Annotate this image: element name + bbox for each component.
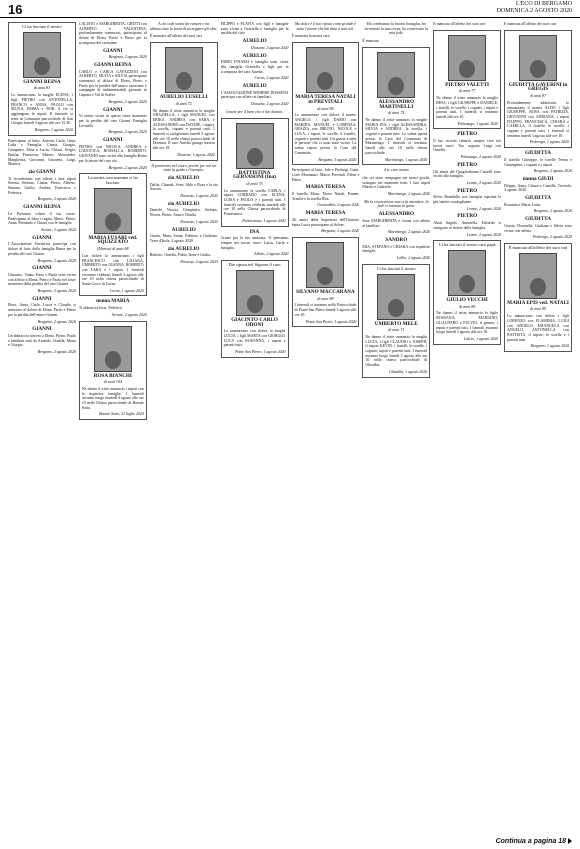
notice-text: Vi siamo vicini in questo triste momento per la perdita del caro Gianni. Famiglia Locatelli. — [78, 114, 147, 128]
deceased-name: PIETRO VALETTI — [445, 81, 490, 88]
notice-text: Ne danno il triste annuncio i nipoti con le rispettive famiglie. I funerali avranno luogo martedì 4 agosto alle ore 10 nella Chiesa parrocchiale di Bonate Sotto. — [81, 386, 144, 410]
notice-text: L'ASSOCIAZIONE MINIERE DOSSENA partecipa con affetto ai familiari. — [220, 90, 289, 100]
deceased-age: di anni 104 — [103, 379, 122, 385]
issue-date: DOMENICA 2 AGOSTO 2020 — [496, 8, 572, 14]
notice-text: Con dolore lo annunciano i figli FRANCESCO con LILIANA, UMBERTO con GIANNA, ROBERTO con LARA e i nipoti. I funerali verranno celebrati lunedì 3 agosto alle ore 10 nella chiesa parrocchiale di Santa Croce di Curno. — [81, 253, 144, 287]
place-date: Martinengo, 1 agosto 2020 — [384, 157, 428, 162]
obituary-notice — [504, 243, 572, 352]
portrait-photo — [519, 253, 557, 299]
place-date: Pedrengo, 1 agosto 2020 — [530, 140, 569, 145]
notice-text: PIETRO con NICOLA, ANDREA e LODOVICA, ROSSELLA, ROBERTO, GIOVANNI sono vicini alla famiglia Reina per la morte del caro zio. — [78, 144, 147, 163]
portrait-photo — [306, 242, 344, 288]
place-date: Dossena, 2 agosto 2020 — [180, 260, 218, 265]
obituary-italic — [150, 164, 218, 173]
deceased-name: AURELIO LUSELLI — [159, 94, 208, 101]
obituary-small — [8, 266, 76, 294]
deceased-name: GIACINTO CARLO ODONI — [231, 316, 278, 328]
obituary-small — [433, 189, 501, 212]
obituary-notice — [221, 260, 289, 358]
obituary-small — [8, 236, 76, 264]
obituary-list — [8, 139, 76, 167]
notice-header: La nostra cara mamma ci ha lasciato — [88, 175, 138, 185]
obituary-italic — [150, 22, 218, 31]
memorial-verse: Grazie per il bene che ci hai donato. — [226, 109, 284, 114]
obituary-italic — [362, 22, 430, 36]
place-date: Ponteranica, 1 agosto 2020 — [242, 218, 286, 223]
place-date: Seriate, 2 agosto 2020 — [40, 227, 76, 232]
memorial-verse: Ma dolce è il tuo riposo come grande è stato l'amore che hai dato a tutti noi. — [294, 22, 357, 31]
notice-text: Grazie per la tua amicizia. Ti pensiamo sempre nei nostri cuori. Luisa, Carla e famiglia. — [220, 236, 289, 250]
portrait-photo — [377, 52, 415, 98]
place-date: Seriate, 2 agosto 2020 — [111, 312, 147, 317]
continue-note — [496, 838, 572, 845]
notice-text: Lo annunciano la sorella CARLA, i nipoti CORRADO con ELENA, LUISA e PAOLO e i parenti tutti. I funerali verranno celebrati martedì alle ore 10 nella Chiesa parrocchiale di Ponteranica. — [223, 188, 286, 217]
obituary-small — [150, 228, 218, 244]
notice-text: La Presenza colma il tuo vuoto. Partecipano al lutto i cugini, Mario, Pietro, Anna, Fernando e Chiara con le famiglie. — [8, 211, 76, 226]
portrait-photo — [236, 270, 274, 316]
place-date: Bergamo, 1 agosto 2020 — [318, 157, 357, 162]
obituary-notice — [221, 118, 289, 227]
portrait-photo — [377, 274, 415, 320]
deceased-age: di anni 72 — [175, 100, 192, 106]
place-date: Lallio, 2 agosto 2020 — [396, 256, 431, 261]
deceased-name: AURELIO — [242, 52, 267, 59]
notice-text: Grazia, Donatella, Giuliana e Silvia sono vicine con affetto. — [504, 223, 572, 233]
notice-text: CALISTO e MARGHERITA, GRITTI con ALBERTO e VALENTINA, profondamente commossi, partecipano al dolore di Elena, Paolo e Pietro per la scomparsa del carissimo — [78, 22, 147, 45]
deceased-name: MARIA TERESA NATALI in PREVITALI — [295, 94, 356, 105]
deceased-name: GIANNI — [32, 326, 52, 333]
memorial-verse: Ho combattuto la buona battaglia, ho terminato la mia corsa, ho conservato la mia fede. — [364, 22, 429, 36]
obituary-small — [79, 138, 147, 170]
obituary-small — [221, 54, 289, 82]
portrait-head — [459, 275, 475, 293]
place-date: Palazzago, 1 agosto 2020 — [457, 121, 499, 126]
continue-text: Continua a pagina 18 — [495, 838, 566, 845]
notice-text: Lo annunciano con dolore i figli LORENZO con FLAMINIA, LUIGI con ANGELO, EMANUELA con ANGELO, ANTONELLA con BATTISTA, il nipote, le sorelle e i parenti tutti. — [507, 314, 569, 342]
place-date: Dossena, 1 agosto 2020 — [180, 194, 218, 199]
obituary-small — [8, 170, 76, 202]
deceased-name: PIETRO — [457, 187, 478, 194]
deceased-name: GIANNI — [103, 47, 123, 54]
notice-text: CARLO e CARLA GAVAZZENI con ALBERTO, SILVIA e SILVIA partecipano commossi al dolore di Elena, Pietro e Paolo per la perdita dell'amico carissimo e compagno di indimenticabili giornate in Capraia e Val di Scalve. — [78, 69, 147, 98]
deceased-name: AURELIO — [242, 38, 267, 45]
place-date: Calcio, 1 agosto 2020 — [463, 336, 499, 341]
deceased-age: di anni 74 — [388, 110, 405, 116]
obituary-notice — [362, 47, 430, 165]
deceased-name: nonna GIUDI — [522, 175, 554, 182]
deceased-name: GIUDITTA — [525, 195, 551, 202]
obituary-small — [362, 39, 430, 44]
place-date: Ghisalba, 1 agosto 2020 — [388, 369, 428, 374]
notice-text: Ne danno il triste annuncio la moglie GRAZIELLA, i figli MANUEL con ERIKA, ANDREA con SARA e ALESSANDRO con DAVIDE, i nipoti, la sorella, cognati e parenti tutti. I funerali si svolgeranno lunedì 3 agosto alle ore 10 nella chiesa parrocchiale di Dossena. Il caro Aurelio giunge stasera alle ore 18. — [152, 108, 215, 151]
memorial-verse: Ti porteremo nel cuore, perché per noi sei stato la guida e l'esempio. — [151, 163, 217, 173]
place-date: Martinengo, 2 agosto 2020 — [387, 230, 431, 235]
deceased-age: di anni 89 — [459, 303, 476, 309]
notice-text: Ne danno il triste annuncio la moglie LUCIA, i figli CLAUDIO e JOSEPH, il nipote KEVIN, i fratelli, le sorelle, i cognati, nipoti e parenti tutti. I funerali avranno luogo lunedì 3 agosto alle ore 10 nella chiesa parrocchiale di Ghisalba. — [365, 334, 428, 368]
obituary-notice — [433, 240, 501, 344]
obituary-notice — [8, 22, 76, 136]
obituary-notice — [504, 30, 572, 148]
deceased-name: ALESSANDRO — [378, 211, 415, 218]
place-date: Dossena, 2 agosto 2020 — [251, 102, 289, 107]
deceased-name: MARIA TERESA — [305, 184, 346, 191]
place-date: Bergamo, 2 agosto 2020 — [533, 169, 572, 174]
notice-text: Profondamente addolorati lo annunciano il marito ALDO, i figli GIUSEPPE, ROSA con PATRIZIA, GIOVANNI con ADRIANA, i nipoti FILIPPO, FRANCESCA, CHIARA e CAMILLA, il fratello, le sorelle, i cognati e parenti tutti. I funerali si terranno lunedì 3 agosto alle ore 10. — [507, 100, 569, 138]
obituary-small — [292, 185, 360, 208]
obituary-italic — [362, 200, 430, 209]
place-date: Bergamo, 2 agosto 2020 — [321, 229, 360, 234]
column-3 — [150, 22, 218, 830]
place-date: Pedrengo, 2 agosto 2020 — [533, 235, 572, 240]
place-date: Albino, 2 agosto 2020 — [254, 252, 289, 257]
deceased-age: di anni 75 — [246, 180, 263, 186]
obituary-notice — [79, 173, 147, 296]
notice-text: Giacomo, Vanni, Enzo e Paola sono vicini con affetto a Elena, Pietro e Paolo nel triste momento della perdita del caro Gianni. — [8, 272, 76, 287]
obituary-list — [292, 168, 360, 182]
obituary-small — [433, 22, 501, 27]
obituary-columns — [8, 22, 572, 830]
portrait-photo — [236, 123, 274, 169]
obituary-small — [8, 297, 76, 325]
column-8 — [504, 22, 572, 830]
place-date: Bonate Sotto, 31 luglio 2020 — [99, 412, 144, 417]
place-date: Bergamo, 2 agosto 2020 — [37, 319, 76, 324]
place-date: Bergamo, 2 agosto 2020 — [108, 55, 147, 60]
obituary-small — [150, 176, 218, 199]
obituary-notice — [362, 264, 430, 378]
place-date: Bergamo, 1 agosto 2020 — [34, 128, 73, 133]
deceased-age: di anni 71 — [388, 327, 405, 333]
notice-text: Ti abbraccia forte, Federico. — [78, 306, 123, 311]
notice-text: Gli amici della Segreteria dell'Oratorio Santa Lucia partecipano al dolore. — [291, 217, 360, 227]
notice-text: Un abbraccio sincero a Elena, Pietro, Paolo e familiari tutti da Arnaldo, Ornella, Maria e Giorgio. — [8, 333, 76, 348]
obituary-small — [433, 132, 501, 160]
obituary-small — [221, 230, 289, 258]
deceased-age: di anni 84 — [317, 105, 334, 111]
deceased-name: GIUDITTA — [525, 150, 551, 157]
place-date: Curno, 1 agosto 2020 — [109, 288, 144, 293]
notice-text: Partecipano al lutto: Iole e Pierluigi Conti, Lorie Montanari, Marco Previtali, Elena e Pietro. — [291, 168, 360, 182]
obituary-notice — [79, 321, 147, 421]
notice-header: Dio riposa nel Signore il caro — [228, 262, 281, 268]
notice-text: È mancata all'affetto dei suoi cari — [504, 22, 557, 26]
obituary-small — [292, 211, 360, 234]
portrait-photo — [448, 35, 486, 81]
notice-text: Lo annunciano la moglie ELENA, i figli PIETRO con ANTONELLA, FRANCO e ANNA, PAOLO con SILVIA, EMMA e NOR. A ciò si aggiungono le nipoti. Il funerale si terrà in Comunità parrocchiale di San Giorgio lunedì 3 agosto alle ore 15.30. — [11, 93, 73, 126]
notice-text: Partecipano al lutto: Antonio Carlo, Gina, Lidia e Famiglia, Cinzia, Giorgio, Gianpiero, Elisa e Lucia, Chiara, Sergio, Emilia, Francesca, Matteo, Alessandro, Margherita, Giovanni, Giacomo, Luigi, Monica. — [8, 138, 76, 167]
deceased-name: PIETRO — [457, 131, 478, 138]
deceased-name: SILVANO MACCARANA — [296, 288, 355, 295]
obituary-small — [79, 108, 147, 136]
notice-text: Cinzia, Mara, Sonia, Fabrizio e Giuliana. Torre d'Isola, 2 agosto 2020 — [149, 234, 218, 243]
deceased-name: GIANNI — [103, 106, 123, 113]
notice-text: È mancato all'affetto dei suoi cari — [149, 34, 202, 39]
notice-text: Ne danno il triste annuncio le figlie ROSSANA, MARIANO, GUALTIERO e FULVIO, il genero, i nipoti e parenti tutti. I funerali avranno luogo lunedì 3 agosto alle ore 10. — [436, 311, 499, 335]
portrait-photo — [23, 32, 61, 78]
notice-text: FABIO FINASSI e famiglia sono vicini alla famiglia Graziella e figli per la scomparsa del caro Aurelio. — [220, 60, 289, 74]
notice-text: Il fratello Mose, Pietro Natali, Penner, Ornella e la sorella Rita. — [291, 192, 360, 201]
portrait-head — [388, 299, 404, 317]
place-date: Bergamo, 2 agosto 2020 — [37, 289, 76, 294]
place-date: Bergamo, 2 agosto 2020 — [108, 130, 147, 135]
deceased-name: zio AURELIO — [167, 200, 200, 207]
deceased-name: GIANNI REINA — [94, 61, 132, 68]
obituary-small — [79, 22, 147, 46]
notice-text: Piero, Anna, Carlo, Lucia e Claudio si uniscono al dolore di Elena, Paolo e Pietro per la perdita dell'amico Gianni. — [8, 303, 76, 317]
obituary-small — [79, 63, 147, 105]
place-date: Bergamo, 2 agosto 2020 — [533, 209, 572, 214]
obituary-notice — [150, 42, 218, 160]
deceased-name: UMBERTO MELE — [374, 320, 418, 327]
portrait-head — [105, 213, 121, 231]
deceased-age: di anni 89 — [529, 306, 547, 312]
obituary-small — [150, 34, 218, 39]
deceased-name: zio AURELIO — [167, 245, 200, 252]
portrait-photo — [94, 326, 132, 372]
page-number: 16 — [8, 2, 23, 17]
deceased-name: GIANNI — [32, 295, 52, 302]
deceased-name: zio GIANNI — [28, 168, 56, 175]
notice-text: FILIPPO e FLAVIA con figli e famiglie sono vicini a Graziella e famiglia per la perdita del caro — [220, 22, 289, 36]
deceased-age: (Marisa) di anni 88 — [97, 246, 129, 252]
place-date: Bergamo, 2 agosto 2020 — [108, 165, 147, 170]
column-1 — [8, 22, 76, 830]
obituary-small — [150, 247, 218, 265]
obituary-italic — [362, 168, 430, 173]
deceased-name: GIANNI — [103, 137, 123, 144]
notice-text: Lo annunciano con dolore il marito ANGELO, i figli DARIO con MARIDA, MANUEL e LORENZA, GRAZIA con BRUNO, NICOLE e LUCA, i nipoti, le sorelle, il fratello, cognati e parenti tutti. Un grazie a tutte le persone che ci sono state vicine. La salma riposa presso la Casa del Commiato. — [294, 113, 357, 155]
place-date: Bergamo, 2 agosto 2020 — [37, 197, 76, 202]
deceased-age: di anni 88 — [317, 295, 334, 301]
deceased-name: GIANNI REINA — [23, 78, 61, 85]
notice-text: Silvio Brambilla con famiglia esprime le più sentite condoglianze. — [433, 195, 502, 205]
column-4 — [221, 22, 289, 830]
notice-text: Dalila, Chantal, Sven, Aldo e Rosa e la zia Aurora. — [149, 182, 218, 192]
deceased-name: GIUDITTA — [525, 216, 551, 223]
column-5 — [292, 22, 360, 830]
portrait-head — [176, 72, 192, 90]
deceased-name: MARIA TERESA — [305, 210, 346, 217]
notice-text: È mancato all'affetto dei suoi cari — [433, 22, 486, 26]
deceased-age: di anni 87 — [529, 93, 547, 99]
place-date: Ponte San Pietro, 1 agosto 2020 — [235, 350, 286, 355]
obituary-small — [292, 34, 360, 39]
notice-text: Lo annunciano con dolore la moglie LUCIA, i figli MARTA con GIORGIO, LUCA con ROSANNA, i nipoti e parenti tutti. — [223, 329, 286, 348]
portrait-head — [247, 148, 263, 166]
place-date: Dossena, 1 agosto 2020 — [177, 152, 215, 157]
portrait-head — [317, 72, 333, 90]
masthead — [497, 1, 572, 15]
portrait-head — [34, 57, 50, 75]
place-date: Bergamo, 1 agosto 2020 — [530, 344, 569, 349]
obituary-small — [79, 299, 147, 317]
arrow-right-icon — [568, 838, 572, 844]
obituary-notice — [433, 30, 501, 130]
place-date: Bergamo, 2 agosto 2020 — [37, 258, 76, 263]
obituary-small — [504, 22, 572, 27]
notice-text: MIA, STEFANO e CHIARA con rispettive famiglie. — [362, 244, 431, 254]
portrait-head — [459, 60, 475, 78]
deceased-name: SANDRO — [385, 236, 408, 243]
deceased-name: GIUDITTA GAVERINI in GREGIS — [508, 81, 568, 93]
deceased-name: GIANNI REINA — [23, 204, 61, 211]
obituary-small — [504, 217, 572, 240]
deceased-name: AURELIO — [171, 226, 196, 233]
deceased-name: GIANNI — [32, 234, 52, 241]
notice-text: Suor MARGHERITA è vicina con affetto ai familiari. — [362, 218, 431, 228]
column-6 — [362, 22, 430, 830]
column-2 — [79, 22, 147, 830]
obituary-small — [362, 238, 430, 261]
deceased-name: GIANNI — [32, 265, 52, 272]
obituary-italic — [292, 22, 360, 31]
obituary-small — [8, 205, 76, 233]
notice-text: Ne danno il triste annuncio la moglie RINA, i figli GIUSEPPE e DANIELE, i fratelli, le sorelle, i cognati, i nipoti e parenti tutti. I funerali si terranno lunedì alle ore 10. — [436, 96, 499, 119]
newspaper-name: L'ECO DI BERGAMO — [515, 1, 572, 7]
obituary-small — [79, 49, 147, 60]
deceased-name: BATTISTINA GERVASONI (Ina) — [233, 169, 276, 181]
portrait-head — [247, 295, 263, 313]
obituary-small — [221, 84, 289, 107]
place-date: Dossena, 1 agosto 2020 — [180, 219, 218, 224]
portrait-head — [530, 278, 546, 296]
place-date: Levate, 2 agosto 2020 — [466, 232, 502, 237]
column-7 — [433, 22, 501, 830]
deceased-name: PIETRO — [457, 213, 478, 220]
obituary-small — [150, 202, 218, 225]
portrait-photo — [448, 250, 486, 296]
place-date: Dossena, 2 agosto 2020 — [251, 45, 289, 50]
deceased-name: INA — [249, 228, 260, 235]
notice-text: Filippo, Anna, Chiara e Camilla. Treviolo, 2 agosto 2020 — [504, 183, 572, 193]
obituary-small — [433, 214, 501, 237]
memorial-verse: A chi vede senza far rumore e ha abbracciato la forza di sorreggere gli altri. — [150, 22, 218, 31]
deceased-name: MARIA FUSARI ved. SQUIZZATO — [88, 234, 138, 246]
portrait-photo — [519, 35, 557, 81]
deceased-name: MARIA EPIS ved. NATALI — [507, 299, 569, 306]
deceased-name: PIETRO — [457, 161, 478, 168]
portrait-photo — [306, 47, 344, 93]
obituary-small — [504, 196, 572, 214]
deceased-name: ALESSANDRO MARTINELLI — [378, 98, 415, 110]
notice-header: Ci ha lasciato il nostro — [22, 24, 62, 29]
deceased-age: di anni 81 — [33, 85, 51, 91]
deceased-name: ROSA BIANCHI — [93, 372, 132, 379]
portrait-photo — [94, 188, 132, 234]
place-date: Bergamo, 2 agosto 2020 — [37, 350, 76, 355]
notice-text: Gli amici del Quagliodromo Castelli sono vicini alla famiglia. — [433, 169, 502, 179]
place-date: Grassobbio, 2 agosto 2020 — [317, 203, 360, 208]
portrait-photo — [165, 47, 203, 93]
obituary-small — [221, 22, 289, 36]
portrait-head — [105, 351, 121, 369]
notice-text: Il tuo ricordo rimarrà sempre vivo nei nostri cuori. Tuo cognato Luigi con Ornella. — [433, 139, 502, 153]
notice-header: Ci ha lasciati il nostro caro papà — [438, 242, 496, 248]
notice-text: che sei stato compagno nei nostri giochi, sostegno nei momenti tristi. I tuoi nipoti Matteo e Gabriele. — [362, 175, 431, 190]
place-date: Levate, 2 agosto 2020 — [466, 206, 502, 211]
place-date: Curno, 2 agosto 2020 — [254, 76, 289, 81]
notice-text: L'Associazione Geriatrica partecipa con dolore al lutto della famiglia Reina per la perdita del caro Gianni. — [8, 242, 76, 256]
obituary-notice — [292, 237, 360, 327]
notice-text: Il fratello Giuseppe, le sorelle Teresa e Giuseppina, i cognati e i nipoti. — [504, 157, 572, 167]
obituary-small — [504, 177, 572, 193]
deceased-name: zio AURELIO — [167, 174, 200, 181]
obituary-notice — [292, 42, 360, 165]
notice-header: È mancata all'affetto dei suoi cari — [508, 244, 568, 250]
portrait-head — [530, 60, 546, 78]
notice-text: I funerali si terranno nella Parrocchiale di Ponte San Pietro lunedì 3 agosto alle ore 10. — [294, 303, 357, 317]
portrait-head — [388, 77, 404, 95]
place-date: Palazzago, 2 agosto 2020 — [460, 155, 502, 160]
notice-text: È mancata la nostra cara — [291, 34, 330, 39]
place-date: Bergamo, 2 agosto 2020 — [108, 99, 147, 104]
notice-header: Ci ha lasciati il nostro — [377, 265, 416, 271]
deceased-name: AURELIO — [242, 83, 267, 90]
memorial-verse: A te caro nonno — [383, 168, 409, 173]
obituary-small — [433, 163, 501, 186]
notice-text: Rosanna e Maria Luisa. — [504, 202, 542, 207]
notice-text: Ne danno il triste annuncio la moglie MARIA PIA, i figli ALESSANDRA, SILVIA e ANDREA, la sorella, i cognati e parenti tutti. La salma riposa presso la Casa del Commiato di Martinengo. I funerali si terranno lunedì alle ore 10 nella chiesa parrocchiale. — [365, 117, 428, 155]
place-date: Levate, 2 agosto 2020 — [466, 180, 502, 185]
notice-text: È mancato — [362, 39, 379, 44]
notice-text: Daniele, Nuccia, Gianpietro, Stefano, Nicola, Pietro, Anna e Danila. — [149, 208, 218, 218]
page-header — [0, 0, 580, 18]
notice-text: Ti ricorderemo con affetto i tuoi nipoti Serena, Stefano, Cinzia, Pietro, Alberto, Simona, Giulio, Andrea, Francesca e Federica. — [8, 176, 76, 195]
obituary-small — [221, 39, 289, 50]
portrait-head — [317, 267, 333, 285]
place-date: Ponte San Pietro, 1 agosto 2020 — [305, 319, 357, 324]
obituary-small — [362, 176, 430, 197]
deceased-age: di anni 77 — [459, 88, 476, 94]
obituary-italic — [221, 110, 289, 115]
notice-text: Abati Angelo, Antonella, Edoardo si stringono al dolore della famiglia. — [433, 221, 502, 230]
place-date: Martinengo, 2 agosto 2020 — [387, 192, 431, 197]
obituary-small — [362, 212, 430, 235]
obituary-small — [504, 151, 572, 174]
notice-text: Roberto, Ornella, Fabio, Irene e Giulia. — [149, 253, 212, 258]
obituary-small — [8, 327, 76, 355]
memorial-verse: Ma la resurrezione non si fa attendere, la fede si tramuta in gioia. — [364, 199, 429, 209]
deceased-name: nonna MARIA — [96, 298, 130, 305]
deceased-name: GIULIO VECCHI — [446, 296, 488, 303]
